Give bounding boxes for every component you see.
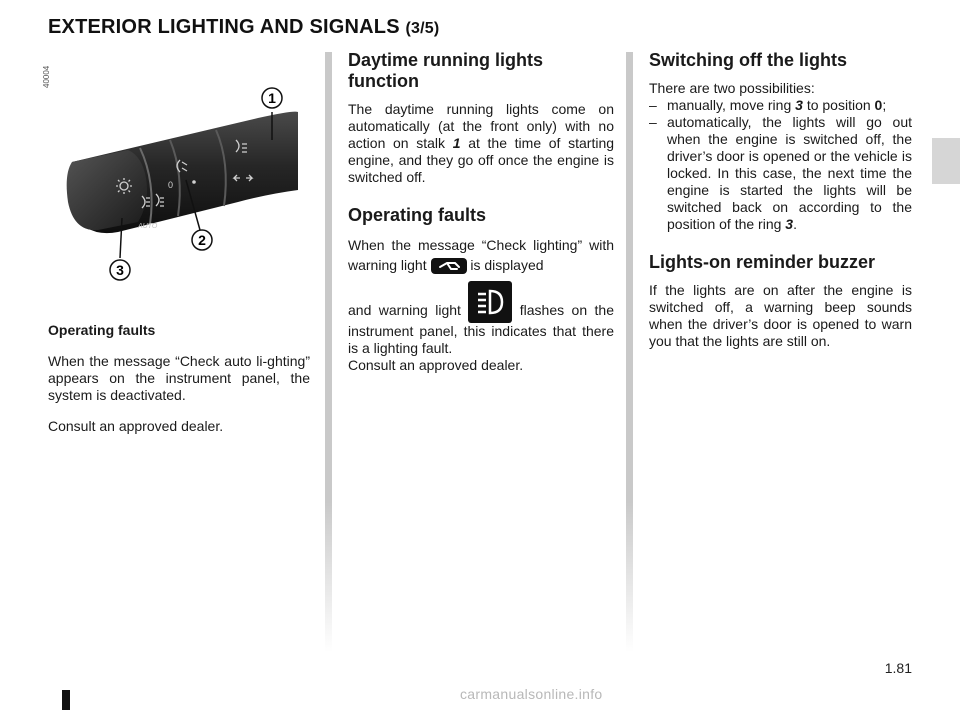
faults-paragraph-3: Consult an approved dealer. [348,357,524,373]
auto-position-label: AUTO [138,223,158,230]
item1-text-a: manually, move ring [667,97,792,113]
off-position-label: 0 [168,180,174,190]
item1-position: 0 [874,97,883,113]
faults-paragraph-2 [348,281,614,357]
drl-stalk-number: 1 [452,135,461,151]
page-corner-mark [62,690,70,710]
switching-off-intro: There are two possibilities: [649,80,815,96]
callout-2-label: 2 [198,232,206,248]
watermark: carmanualsonline.info [460,686,603,702]
faults-text-2b: flashes on the instrument panel, this indicates that there is a lighting fault. [348,302,614,356]
column-divider-right [626,52,633,652]
caption-title: Operating faults [48,322,156,338]
faults-heading: Operating faults [348,205,487,225]
faults-text-1: When the message “Check lighting” with warning light [348,237,614,273]
lighting-stalk-illustration [58,82,298,292]
section-tab [932,138,960,184]
callout-3-label: 3 [116,262,124,278]
lighting-stalk-figure [58,82,298,292]
callout-1-label: 1 [268,90,276,106]
item1-text-b: to position [806,97,871,113]
switching-off-list [649,97,912,233]
drl-heading: Daytime running lights function [348,50,544,91]
switching-off-heading: Switching off the lights [649,50,847,70]
title-part: (3/5) [405,20,440,37]
drl-text: The daytime running lights come on automatically (at the front only) with no action on stalk [348,101,614,151]
item2-ring: 3 [785,216,794,232]
drl-paragraph [348,101,614,186]
page-title [48,16,439,39]
service-warning-icon [431,258,467,274]
buzzer-text: If the lights are on after the engine is switched off, a warning beep sounds when the driver’s door is opened to warn you that the lights are still on. [649,282,912,349]
caption-text-2: Consult an approved dealer. [48,418,224,434]
item1-end: ; [882,97,887,113]
item2-end: . [793,216,797,232]
title-text: EXTERIOR LIGHTING AND SIGNALS [48,16,400,38]
list-item [649,97,912,114]
faults-text-2a: and warning light [348,302,461,318]
figure-caption [48,322,310,449]
page-number: 1.81 [884,660,912,676]
callout-2 [192,230,212,250]
faults-paragraph-1 [348,235,614,275]
caption-text: When the message “Check auto li-ghting” appears on the instrument panel, the system is deactivated. [48,353,310,403]
item1-ring: 3 [795,97,803,113]
drl-text-2: at the time of starting engine, and they go off once the engine is switched off. [348,135,615,185]
headlight-fault-icon [468,281,512,323]
list-item [649,114,912,233]
faults-text-1b: is displayed [470,257,544,273]
column-divider-left [325,52,332,652]
item2-text: automatically, the lights will go out when the engine is switched off, the driver’s door is opened or the vehicle is locked. In this case, the next time the engine is started the lights will be switched back on according to the position of the ring [667,114,912,232]
callout-3 [110,260,130,280]
right-column [649,50,912,350]
middle-column [348,50,614,374]
callout-1 [262,88,282,108]
buzzer-heading: Lights-on reminder buzzer [649,252,876,272]
figure-code: 40004 [42,65,51,88]
